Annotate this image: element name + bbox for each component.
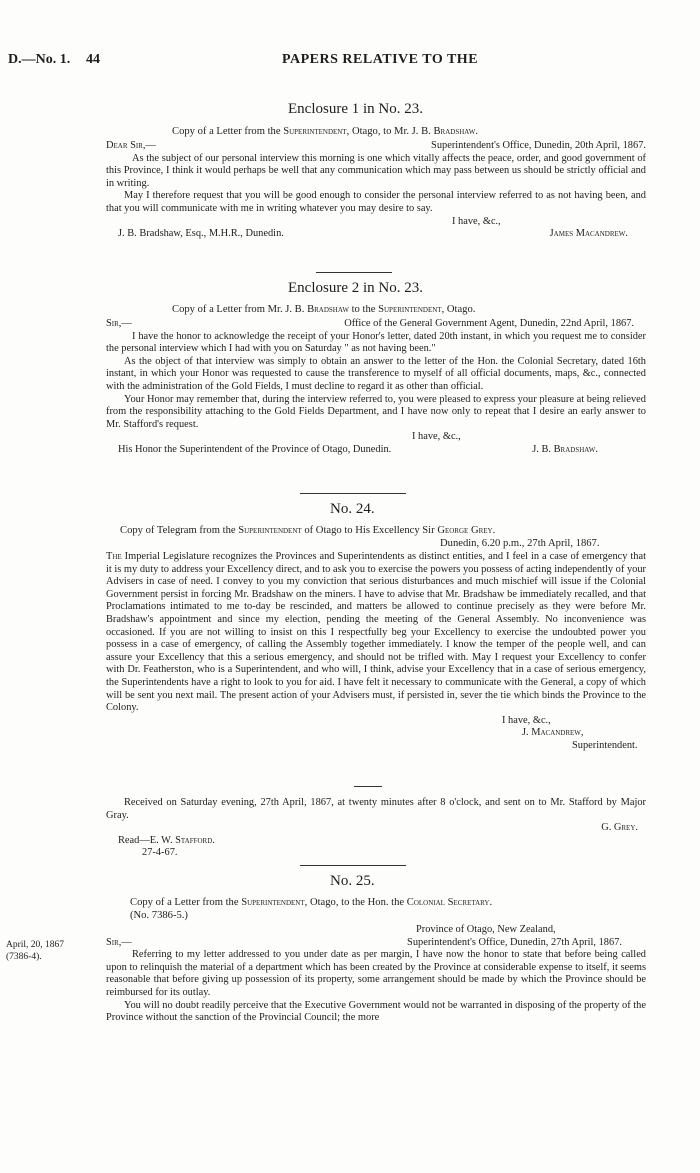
enclosure2-heading: Enclosure 2 in No. 23. bbox=[288, 280, 423, 296]
closing: I have, &c., bbox=[452, 215, 501, 227]
received-note: Received on Saturday evening, 27th April, 1867, at twenty minutes after 8 o'clock, and sent on to Mr. Stafford by Major Gray. bbox=[106, 797, 646, 821]
closing: I have, &c., bbox=[502, 714, 551, 726]
margin-note: April, 20, 1867 (7386-4). bbox=[6, 940, 65, 962]
divider bbox=[354, 786, 382, 787]
paragraph: I have the honor to acknowledge the receipt of your Honor's letter, dated 20th instant, in which you request me to consider the personal interview which I had with you on Saturday " as not having been." bbox=[106, 330, 646, 355]
no25-heading: No. 25. bbox=[330, 873, 375, 889]
addressee: J. B. Bradshaw, Esq., M.H.R., Dunedin. bbox=[118, 228, 284, 240]
paragraph: May I therefore request that you will be good enough to consider the personal interview referred to as not having been, and that you will communicate with me in writing whatever you may desire to say. bbox=[106, 190, 646, 214]
enclosure1-letter bbox=[106, 140, 646, 241]
no24-heading: No. 24. bbox=[330, 501, 375, 517]
read-date: 27-4-67. bbox=[142, 847, 178, 859]
no25-reference: (No. 7386-5.) bbox=[130, 910, 188, 921]
received-signature: G. Grey. bbox=[601, 822, 638, 834]
salutation: Dear Sir,— bbox=[106, 140, 156, 151]
divider bbox=[300, 493, 406, 494]
province-line: Province of Otago, New Zealand, bbox=[416, 924, 556, 935]
paragraph: Your Honor may remember that, during the interview referred to, you were pleased to express your pleasure at being relieved from the responsibility attaching to the Gold Fields Department, and I have now only to repeat that I desire an early answer to Mr. Stafford's request. bbox=[106, 393, 646, 430]
no24-caption: Copy of Telegram from the Superintendent of Otago to His Excellency Sir George Grey. bbox=[120, 525, 496, 536]
enclosure2-caption: Copy of a Letter from Mr. J. B. Bradshaw to the Superintendent, Otago. bbox=[172, 304, 476, 315]
paragraph: As the subject of our personal interview this morning is one which vitally affects the peace, order, and good government of this Province, I think it would perhaps be well that any communication which may pass between us should be strictly official and in writing. bbox=[106, 152, 646, 189]
no24-dateline: Dunedin, 6.20 p.m., 27th April, 1867. bbox=[440, 538, 600, 549]
signature-title: Superintendent. bbox=[572, 739, 638, 751]
running-title: PAPERS RELATIVE TO THE bbox=[282, 52, 479, 67]
enclosure2-letter bbox=[106, 318, 646, 457]
divider bbox=[316, 272, 392, 273]
signature: J. Macandrew, bbox=[522, 727, 584, 739]
enclosure1-heading: Enclosure 1 in No. 23. bbox=[288, 101, 423, 117]
telegram-body: The Imperial Legislature recognizes the Provinces and Superintendents as distinct entities, and I feel in a case of emergency that it is my duty to address your Excellency direct, and to ask you to exercise the powers you possess of acting independently of your Advisers in case of need. I convey to you my conviction that serious disturbances and much mischief will issue if the Colonial Government persist in forcing Mr. Bradshaw on the miners. I have to advise that Mr. Bradshaw be immediately recalled, and that Proclamations intimated to me to-day be rescinded, and matters be allowed to continue precisely as they were before Mr. Bradshaw's appointment and since my election, pending the meeting of the General Assembly. No inconvenience was occasioned. If you are not willing to insist on this I respectfully beg your Excellency to exercise the undoubted power you possess in a case of emergency, of calling the Assembly together immediately. I know the temper of the people well, and can assure your Excellency that this a serious emergency, and should not be trifled with. May I request your Excellency to confer with Dr. Featherston, who is a Superintendent, and who will, I think, advise your Excellency that in a case of serious emergency, the Superintendents have a right to look to you for aid. I have felt it necessary to communicate with the General, a copy of which will be sent you next mail. The present action of your Advisers must, if persisted in, sever the tie which binds the Province to the Colony. bbox=[106, 551, 646, 714]
letter-address: Superintendent's Office, Dunedin, 20th April, 1867. bbox=[431, 140, 646, 151]
salutation: Sir,— bbox=[106, 318, 132, 329]
no24-received bbox=[106, 797, 646, 860]
no25-caption: Copy of a Letter from the Superintendent, Otago, to the Hon. the Colonial Secretary. bbox=[130, 897, 493, 908]
enclosure1-caption: Copy of a Letter from the Superintendent, Otago, to Mr. J. B. Bradshaw. bbox=[172, 126, 479, 137]
no24-telegram bbox=[106, 551, 646, 753]
letter-address: Office of the General Government Agent, Dunedin, 22nd April, 1867. bbox=[344, 318, 634, 329]
no25-letter bbox=[106, 924, 646, 1025]
signature: J. B. Bradshaw. bbox=[532, 443, 598, 455]
signature: James Macandrew. bbox=[549, 228, 628, 240]
paragraph: As the object of that interview was simply to obtain an answer to the letter of the Hon. the Colonial Secretary, dated 16th instant, in which your Honor was requested to cause the transference to myself of all official documents, maps, &c., connected with the administration of the Gold Fields, I must decline to regard it as other than official. bbox=[106, 355, 646, 392]
paragraph: Referring to my letter addressed to you under date as per margin, I have now the honor to state that before being called upon to relinquish the material of a department which has been created by the Province at considerable expense to itself, it seems reasonable that before giving up possession of its property, some arrangement should be made by which the Province should be reimbursed for its outlay. bbox=[106, 949, 646, 998]
read-line: Read—E. W. Stafford. bbox=[118, 834, 215, 846]
letter-address: Superintendent's Office, Dunedin, 27th April, 1867. bbox=[407, 936, 622, 948]
addressee: His Honor the Superintendent of the Province of Otago, Dunedin. bbox=[118, 443, 392, 455]
page-number: 44 bbox=[86, 52, 100, 67]
divider bbox=[300, 865, 406, 866]
closing: I have, &c., bbox=[412, 431, 461, 443]
document-id: D.—No. 1. bbox=[8, 52, 71, 67]
salutation: Sir,— bbox=[106, 936, 132, 948]
paragraph: You will no doubt readily perceive that the Executive Government would not be warranted in disposing of the property of the Province without the sanction of the Provincial Council; the more bbox=[106, 999, 646, 1024]
